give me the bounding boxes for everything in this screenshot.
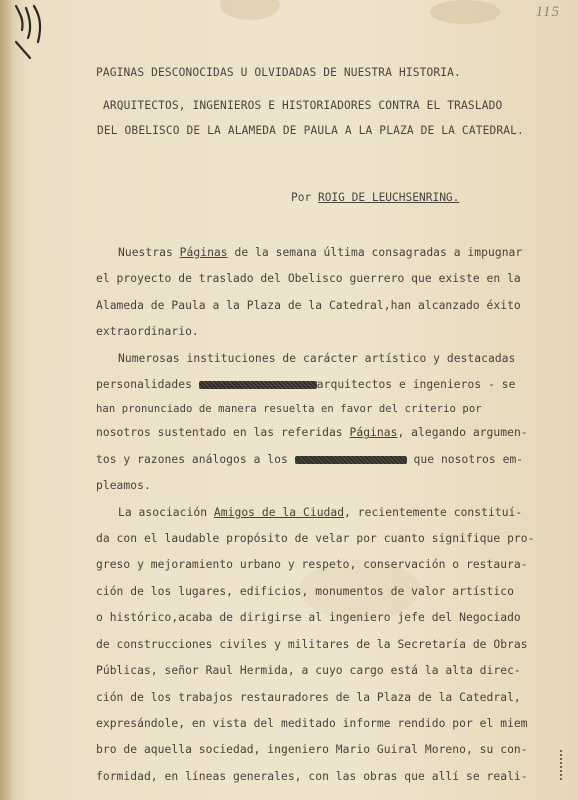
page-number: 115 <box>535 4 560 20</box>
p3-line-2: da con el laudable propósito de velar por cuanto signifique pro- <box>96 532 535 546</box>
struck-out-text <box>295 456 407 464</box>
p3-line-1: La asociación Amigos de la Ciudad, recientemente constituí- <box>118 505 523 519</box>
p3-line-4: ción de los lugares, edificios, monumentos de valor artístico <box>96 584 514 598</box>
p3-line-11: formidad, en líneas generales, con las obras que allí se reali- <box>96 769 528 783</box>
paper-stain <box>430 0 500 24</box>
p2-line-3: han pronunciado de manera resuelta en favor del criterio por <box>96 403 482 416</box>
p3-line-10: bro de aquella sociedad, ingeniero Mario Guiral Moreno, su con- <box>96 743 528 757</box>
p3-line-7: Públicas, señor Raul Hermida, a cuyo cargo está la alta direc- <box>96 664 521 678</box>
p3-line-6: de construcciones civiles y militares de la Secretaría de Obras <box>96 637 528 651</box>
p2-line-4: nosotros sustentado en las referidas Páginas, alegando argumen- <box>96 426 528 440</box>
byline-author: ROIG DE LEUCHSENRING. <box>317 191 460 204</box>
document-heading: PAGINAS DESCONOCIDAS U OLVIDADAS DE NUESTRA HISTORIA. <box>96 66 461 79</box>
margin-dots <box>560 750 568 780</box>
p2-line-1: Numerosas instituciones de carácter artístico y destacadas <box>118 351 516 365</box>
p1-line-3: Alameda de Paula a la Plaza de la Catedral,han alcanzado éxito <box>96 298 521 312</box>
p3-line-5: o histórico,acaba de dirigirse al ingeniero jefe del Negociado <box>96 611 521 625</box>
p3-line-9: expresándole, en vista del meditado informe rendido por el miem <box>96 716 528 730</box>
document-subtitle-line-1: ARQUITECTOS, INGENIEROS E HISTORIADORES CONTRA EL TRASLADO <box>103 99 503 112</box>
p2-line-5: tos y razones análogos a los que nosotros em- <box>96 452 524 466</box>
paper-edge-shadow <box>0 0 14 800</box>
byline-prefix: Por <box>291 191 318 204</box>
body-text <box>96 240 566 790</box>
p3-line-3: greso y mejoramiento urbano y respeto, conservación o restaura- <box>96 558 528 572</box>
document-subtitle-line-2: DEL OBELISCO DE LA ALAMEDA DE PAULA A LA PLAZA DE LA CATEDRAL. <box>97 124 524 137</box>
p1-line-2: el proyecto de traslado del Obelisco guerrero que existe en la <box>96 272 521 286</box>
struck-out-text <box>199 381 317 389</box>
p2-line-2: personalidades arquitectos e ingenieros - se <box>96 378 516 392</box>
p2-line-6: pleamos. <box>96 479 151 493</box>
byline <box>291 191 459 204</box>
ink-scribble-icon <box>10 2 62 62</box>
p1-line-4: extraordinario. <box>96 325 199 339</box>
paper-stain <box>220 0 280 20</box>
p3-line-8: ción de los trabajos restauradores de la Plaza de la Catedral, <box>96 690 521 704</box>
p1-line-1: Nuestras Páginas de la semana última consagradas a impugnar <box>118 246 523 259</box>
